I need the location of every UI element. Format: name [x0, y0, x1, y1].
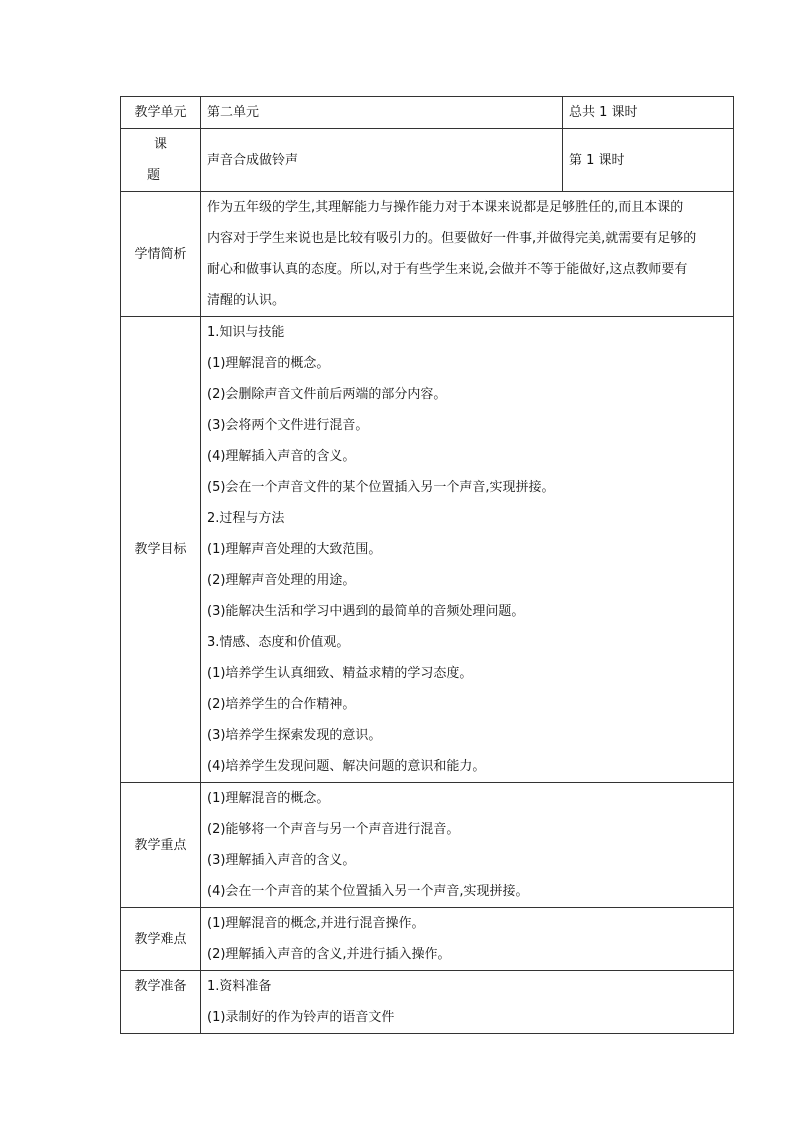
unit-row — [121, 97, 734, 129]
difficulties-content — [201, 908, 734, 971]
objective-item: (5)会在一个声音文件的某个位置插入另一个声音,实现拼接。 — [207, 480, 555, 495]
objective-item: (3)培养学生探索发现的意识。 — [207, 728, 382, 743]
topic-row — [121, 129, 734, 192]
objective-heading: 2.过程与方法 — [207, 511, 285, 526]
situation-line: 耐心和做事认真的态度。所以,对于有些学生来说,会做并不等于能做好,这点教师要有 — [207, 262, 688, 277]
preparation-heading: 1.资料准备 — [207, 979, 272, 994]
situation-content — [201, 192, 734, 317]
key-point-item: (3)理解插入声音的含义。 — [207, 853, 356, 868]
preparation-content — [201, 971, 734, 1034]
situation-row — [121, 192, 734, 317]
preparation-item: (1)录制好的作为铃声的语音文件 — [207, 1010, 395, 1025]
key-points-label: 教学重点 — [121, 783, 201, 908]
key-point-item: (2)能够将一个声音与另一个声音进行混音。 — [207, 822, 460, 837]
objective-item: (2)理解声音处理的用途。 — [207, 573, 356, 588]
objective-item: (1)理解声音处理的大致范围。 — [207, 542, 382, 557]
objective-item: (2)培养学生的合作精神。 — [207, 697, 356, 712]
key-points-content — [201, 783, 734, 908]
objective-item: (1)培养学生认真细致、精益求精的学习态度。 — [207, 666, 473, 681]
objective-heading: 1.知识与技能 — [207, 325, 285, 340]
topic-value: 声音合成做铃声 — [201, 129, 563, 192]
key-points-row — [121, 783, 734, 908]
objectives-label: 教学目标 — [121, 317, 201, 783]
situation-line: 清醒的认识。 — [207, 293, 286, 308]
objective-item: (2)会删除声音文件前后两端的部分内容。 — [207, 387, 447, 402]
topic-label: 课 题 — [121, 129, 201, 192]
objective-item: (3)会将两个文件进行混音。 — [207, 418, 369, 433]
current-period: 第 1 课时 — [563, 129, 734, 192]
objective-item: (1)理解混音的概念。 — [207, 356, 330, 371]
difficulties-row — [121, 908, 734, 971]
situation-line: 作为五年级的学生,其理解能力与操作能力对于本课来说都是足够胜任的,而且本课的 — [207, 200, 684, 215]
objective-item: (3)能解决生活和学习中遇到的最简单的音频处理问题。 — [207, 604, 525, 619]
difficulty-item: (1)理解混音的概念,并进行混音操作。 — [207, 916, 425, 931]
unit-label: 教学单元 — [121, 97, 201, 129]
preparation-row — [121, 971, 734, 1034]
lesson-plan-table — [120, 96, 734, 1034]
total-periods: 总共 1 课时 — [563, 97, 734, 129]
objective-heading: 3.情感、态度和价值观。 — [207, 635, 350, 650]
objective-item: (4)培养学生发现问题、解决问题的意识和能力。 — [207, 759, 486, 774]
difficulty-item: (2)理解插入声音的含义,并进行插入操作。 — [207, 947, 451, 962]
objective-item: (4)理解插入声音的含义。 — [207, 449, 356, 464]
objectives-row — [121, 317, 734, 783]
unit-value: 第二单元 — [201, 97, 563, 129]
difficulties-label: 教学难点 — [121, 908, 201, 971]
objectives-content — [201, 317, 734, 783]
key-point-item: (1)理解混音的概念。 — [207, 791, 330, 806]
situation-label: 学情简析 — [121, 192, 201, 317]
key-point-item: (4)会在一个声音的某个位置插入另一个声音,实现拼接。 — [207, 884, 529, 899]
situation-line: 内容对于学生来说也是比较有吸引力的。但要做好一件事,并做得完美,就需要有足够的 — [207, 231, 697, 246]
preparation-label: 教学准备 — [121, 971, 201, 1034]
